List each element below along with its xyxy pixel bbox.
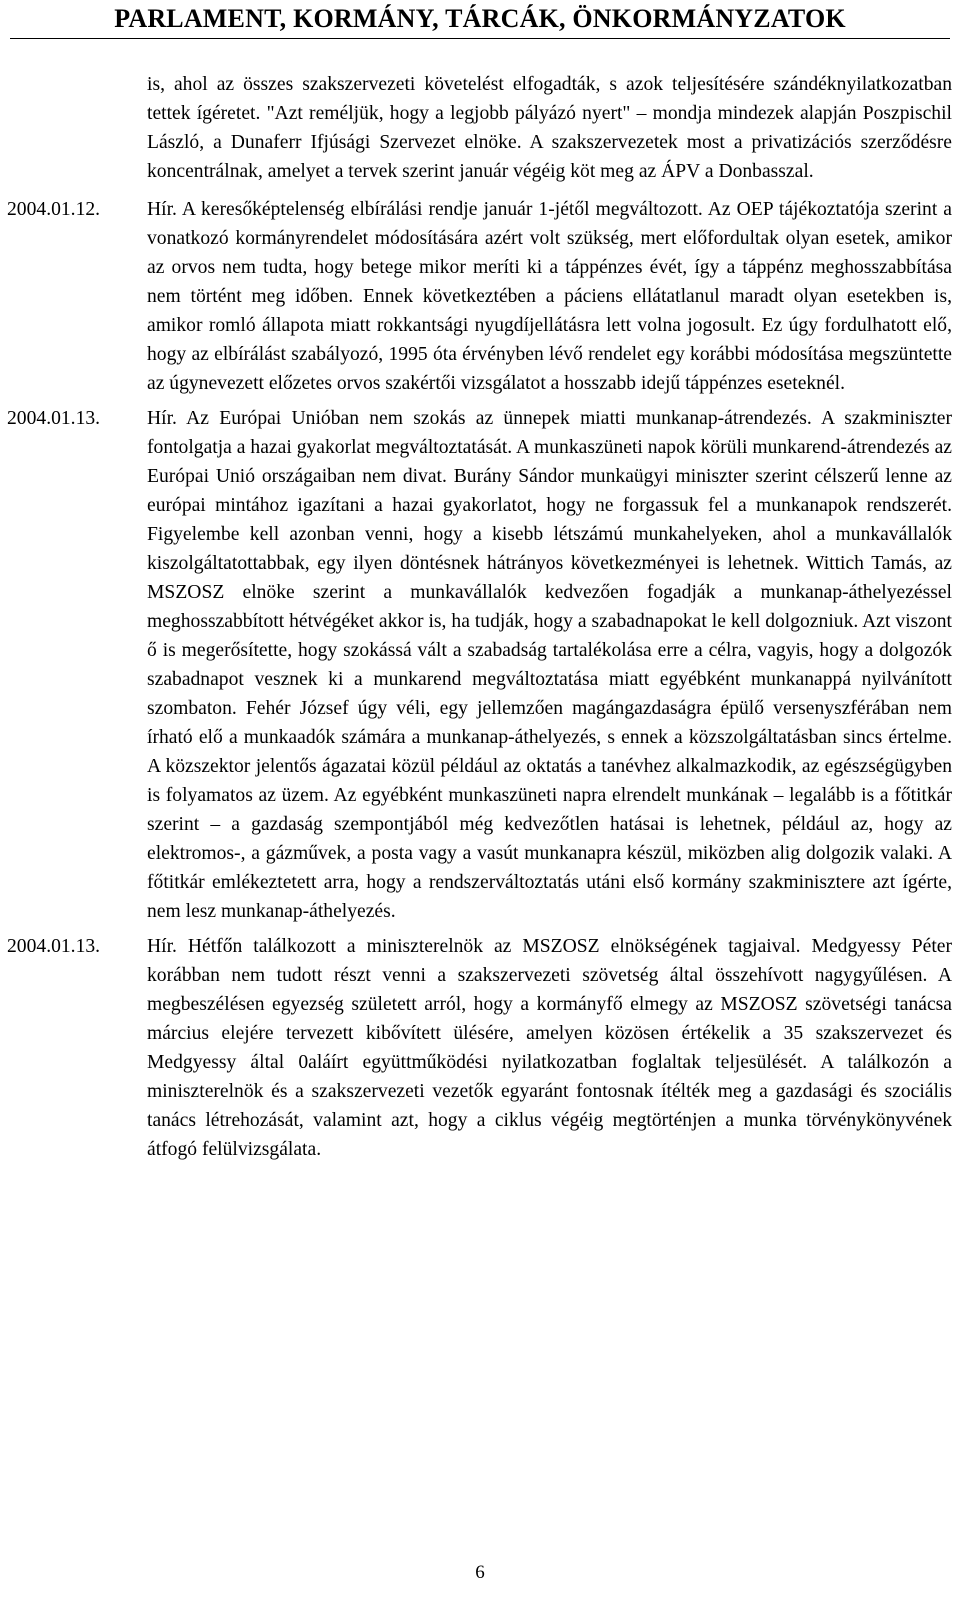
news-entry	[7, 195, 952, 398]
entry-date: 2004.01.13.	[7, 936, 101, 957]
news-entry	[7, 932, 952, 1164]
entry-text: is, ahol az összes szakszervezeti követelést elfogadták, s azok teljesítésére szándéknyilatkozatban tettek ígéretet. "Azt reméljük, hogy a legjobb pályázó nyert" – mondja mindezek alapján Poszpischil László, a Dunaferr Ifjúsági Szervezet elnöke. A szakszervezetek most a privatizációs szerződésre koncentrálnak, amelyet a tervek szerint január végéig köt meg az ÁPV a Donbasszal.	[147, 74, 952, 182]
entry-date: 2004.01.12.	[7, 199, 101, 220]
entry-text: Hír. Az Európai Unióban nem szokás az ünnepek miatti munkanap-átrendezés. A szakminiszter fontolgatja a hazai gyakorlat megváltoztatását. A munkaszüneti napok körüli munkarend-átrendezés az Európai Unió országaiban nem divat. Burány Sándor munkaügyi miniszter szerint célszerű lenne az európai mintához igazítani a hazai gyakorlatot, hogy ne forgassuk fel a munkanapok rendszerét. Figyelembe kell azonban venni, hogy a kisebb létszámú munkahelyeken, ahol a munkavállalók kiszolgáltatottabbak, egy ilyen döntésnek hátrányos következményei is lehetnek. Wittich Tamás, az MSZOSZ elnöke szerint a munkavállalók kedvezően fogadják a munkanap-áthelyezéssel meghosszabbított hétvégéket akkor is, ha tudják, hogy a szabadnapokat le kell dolgozniuk. Azt viszont ő is megerősítette, hogy szokássá vált a szabadság tartalékolása erre a célra, vagyis, hogy a dolgozók szabadnapot vesznek ki a munkarend megváltoztatása miatt egyébként munkanappá nyilvánított szombaton. Fehér József úgy véli, egy jellemzően magángazdaságra épülő versenyszférában nem írható elő a munkaadók számára a munkanap-áthelyezés, s ennek a közszolgáltatásban sincs értelme. A közszektor jelentős ágazatai közül például az oktatás a tanévhez alkalmazkodik, az egészségügyben is folyamatos az üzem. Az egyébként munkaszüneti napra elrendelt munkának – legalább is a főtitkár szerint – a gazdaság szempontjából még kedvezőtlen hatásai is lehetnek, például az, hogy az elektromos-, a gázművek, a posta vagy a vasút munkanapra készül, miközben alig dolgozik valaki. A főtitkár emlékeztetett arra, hogy a rendszerváltoztatás utáni első kormány szakminisztere azt ígérte, nem lesz munkanap-áthelyezés.	[147, 408, 952, 922]
news-entry-continued	[7, 70, 952, 186]
page-number: 6	[475, 1562, 485, 1583]
running-header: PARLAMENT, KORMÁNY, TÁRCÁK, ÖNKORMÁNYZATOK	[114, 4, 846, 33]
entry-date: 2004.01.13.	[7, 408, 101, 429]
entry-text: Hír. Hétfőn találkozott a miniszterelnök az MSZOSZ elnökségének tagjaival. Medgyessy Péter korábban nem tudott részt venni a szakszervezeti szövetség által összehívott nagygyűlésen. A megbeszélésen egyezség született arról, hogy a kormányfő elmegy az MSZOSZ szövetségi tanácsa március elejére tervezett kibővített ülésére, amelyen közösen értékelik a 35 szakszervezet és Medgyessy által 0aláírt együttműködési nyilatkozatban foglaltak teljesülését. A találkozón a miniszterelnök és a szakszervezeti vezetők egyaránt fontosnak ítélték meg a gazdasági és szociális tanács létrehozását, valamint azt, hogy a ciklus végéig megtörténjen a munka törvénykönyvének átfogó felülvizsgálata.	[147, 936, 952, 1160]
news-entry	[7, 404, 952, 926]
header-rule	[10, 38, 950, 39]
page-content	[7, 70, 952, 1170]
entry-text: Hír. A keresőképtelenség elbírálási rendje január 1-jétől megváltozott. Az OEP tájékoztatója szerint a vonatkozó kormányrendelet módosítására azért volt szükség, mert előfordultak olyan esetek, amikor az orvos nem tudta, hogy betege mikor meríti ki a táppénzes évét, így a táppénz meghosszabbítása nem történt meg időben. Ennek következtében a páciens ellátatlanul maradt olyan esetekben is, amikor romló állapota miatt rokkantsági nyugdíjellátásra lett volna jogosult. Ez úgy fordulhatott elő, hogy az elbírálást szabályozó, 1995 óta érvényben lévő rendelet egy korábbi módosítása megszüntette az úgynevezett előzetes orvos szakértői vizsgálatot a hosszabb idejű táppénzes eseteknél.	[147, 199, 952, 394]
